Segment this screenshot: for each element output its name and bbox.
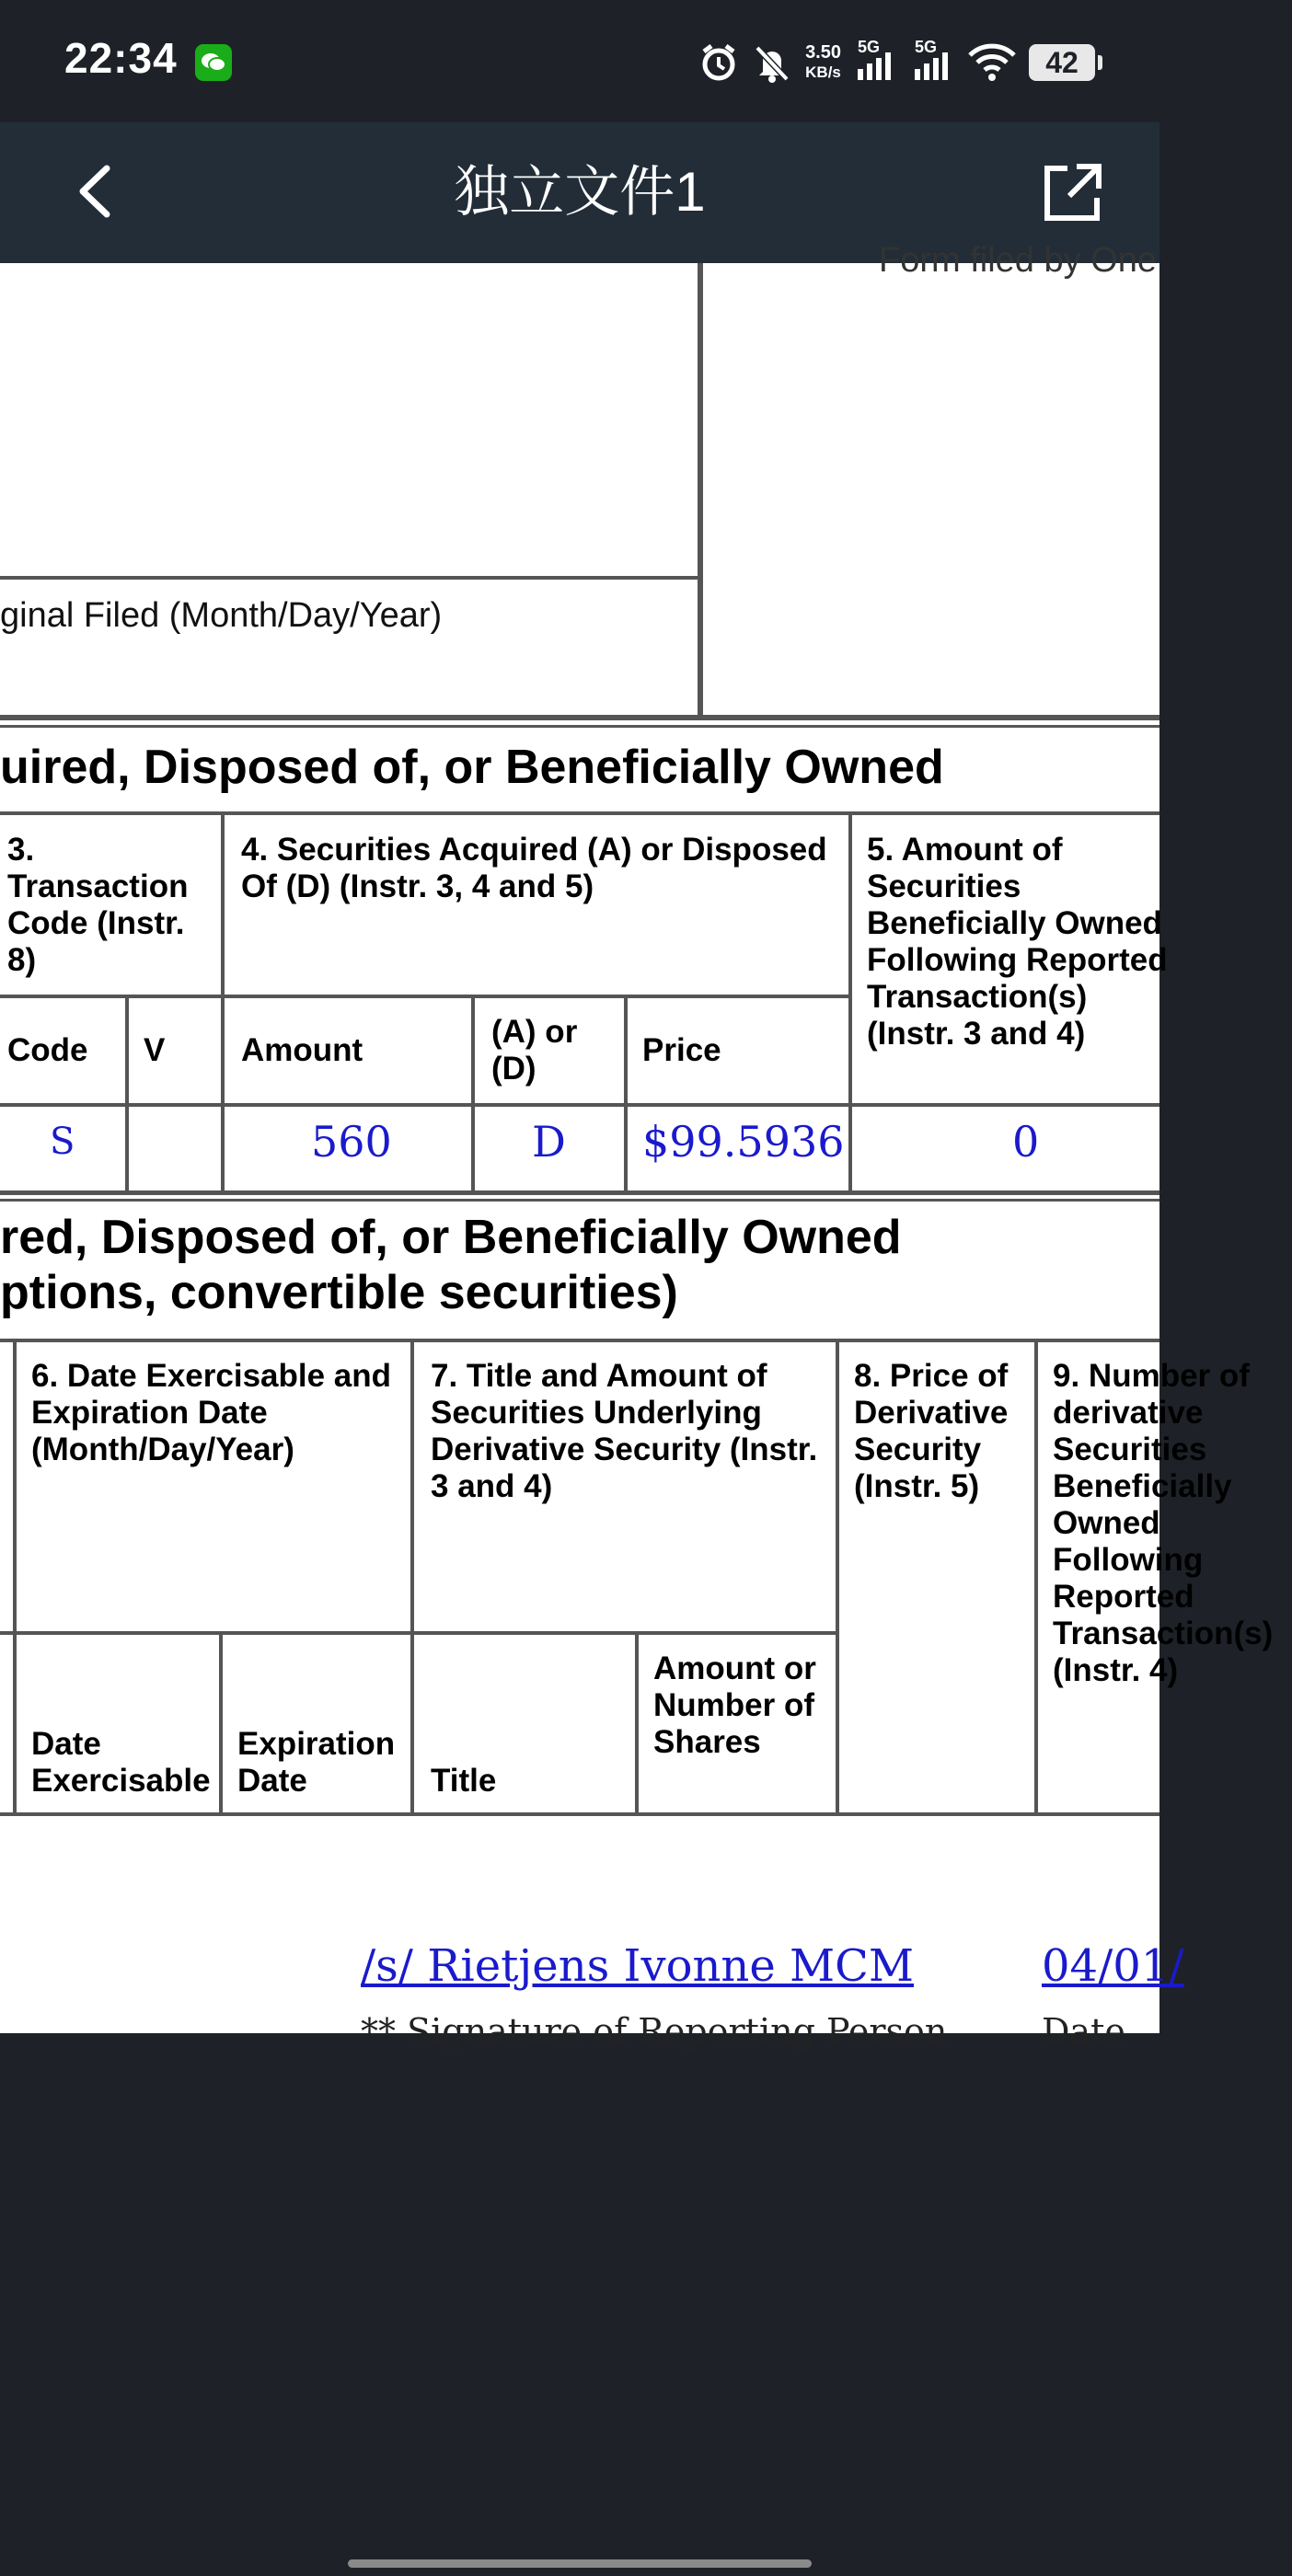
cell-a-or-d: D [532,1117,566,1167]
date-caption: Date [1042,2011,1125,2052]
mute-bell-icon [752,42,792,83]
table2-border [219,1633,223,1814]
cell-amount: 560 [311,1117,392,1167]
alarm-icon [698,42,739,83]
cut-text-top: Form filed by One [879,241,1157,280]
divider [0,576,699,580]
table2-border [635,1633,639,1814]
sub-a-or-d: (A) or (D) [491,1014,578,1087]
col5-header: 5. Amount of Securities Beneficially Owned Following Reported Transaction(s) (Instr. 3 and 4) [867,832,1168,1052]
divider [698,263,703,719]
sub-price: Price [642,1032,721,1068]
sub-code: Code [7,1032,88,1068]
sub-v: V [144,1032,166,1068]
table1-heading: uired, Disposed of, or Beneficially Owned [0,741,944,794]
sub-title: Title [431,1763,497,1799]
cell-signal-2-icon: 5G [911,41,955,84]
cell-signal-1-icon: 5G [854,41,898,84]
table2-border [836,1340,839,1814]
net-speed: 3.50 KB/s [805,42,841,81]
divider [0,715,1159,720]
table2-heading-line1: red, Disposed of, or Beneficially Owned [0,1211,902,1264]
document-viewport[interactable] [0,241,1274,2052]
table2-border [0,1339,1159,1342]
table1-border [0,1103,1159,1107]
status-bar [0,0,1159,122]
table2-border [1034,1340,1038,1814]
table1-border [471,996,475,1192]
sub-amount-shares: Amount or Number of Shares [653,1650,816,1760]
sub-expiration-date: Expiration Date [237,1726,396,1799]
original-filed-label: ginal Filed (Month/Day/Year) [0,596,443,635]
status-icons [698,35,1095,90]
battery-indicator: 42 [1029,44,1095,81]
cell-owned-following: 0 [1012,1117,1040,1167]
signature-link[interactable]: /s/ Rietjens Ivonne MCM [361,1940,915,1992]
sub-date-exercisable: Date Exercisable [31,1726,211,1799]
table1-border [848,813,852,1192]
table2-border [13,1340,17,1814]
table2-border [0,1631,837,1635]
col6-header: 6. Date Exercisable and Expiration Date (Month/Day/Year) [31,1358,392,1467]
page-title: 独立文件1 [454,161,706,223]
status-time: 22:34 [64,34,178,82]
col8-header: 8. Price of Derivative Security (Instr. 5) [854,1358,1009,1504]
col4-header: 4. Securities Acquired (A) or Disposed Of (D) (Instr. 3, 4 and 5) [241,832,827,904]
sub-amount: Amount [241,1032,363,1068]
signature-date-link[interactable]: 04/01/ [1042,1940,1184,1992]
col9-header: 9. Number of derivative Securities Beneficially Owned Following Reported Transaction(s) (Instr. 4) [1053,1358,1274,1688]
table1-border [0,811,1159,815]
divider [0,725,1159,728]
table2-heading-line2: ptions, convertible securities) [0,1266,678,1319]
external-link-icon [1040,161,1104,225]
table1-border [624,996,628,1192]
table1-border [0,1199,1159,1202]
cell-price: $99.5936 [642,1117,845,1167]
wifi-icon [968,42,1016,83]
open-external-button[interactable] [1040,161,1104,225]
wechat-notification-icon [195,44,232,81]
table1-border [0,1190,1159,1195]
col3-header: 3. Transaction Code (Instr. 8) [7,832,189,978]
col7-header: 7. Title and Amount of Securities Underlying Derivative Security (Instr. 3 and 4) [431,1358,818,1504]
table1-border [125,996,129,1192]
signature-caption: ** Signature of Reporting Person [361,2011,948,2052]
cell-code: S [50,1121,75,1163]
table2-border [0,1812,1159,1816]
gesture-nav-handle[interactable] [348,2559,812,2568]
table1-border [221,813,225,1192]
